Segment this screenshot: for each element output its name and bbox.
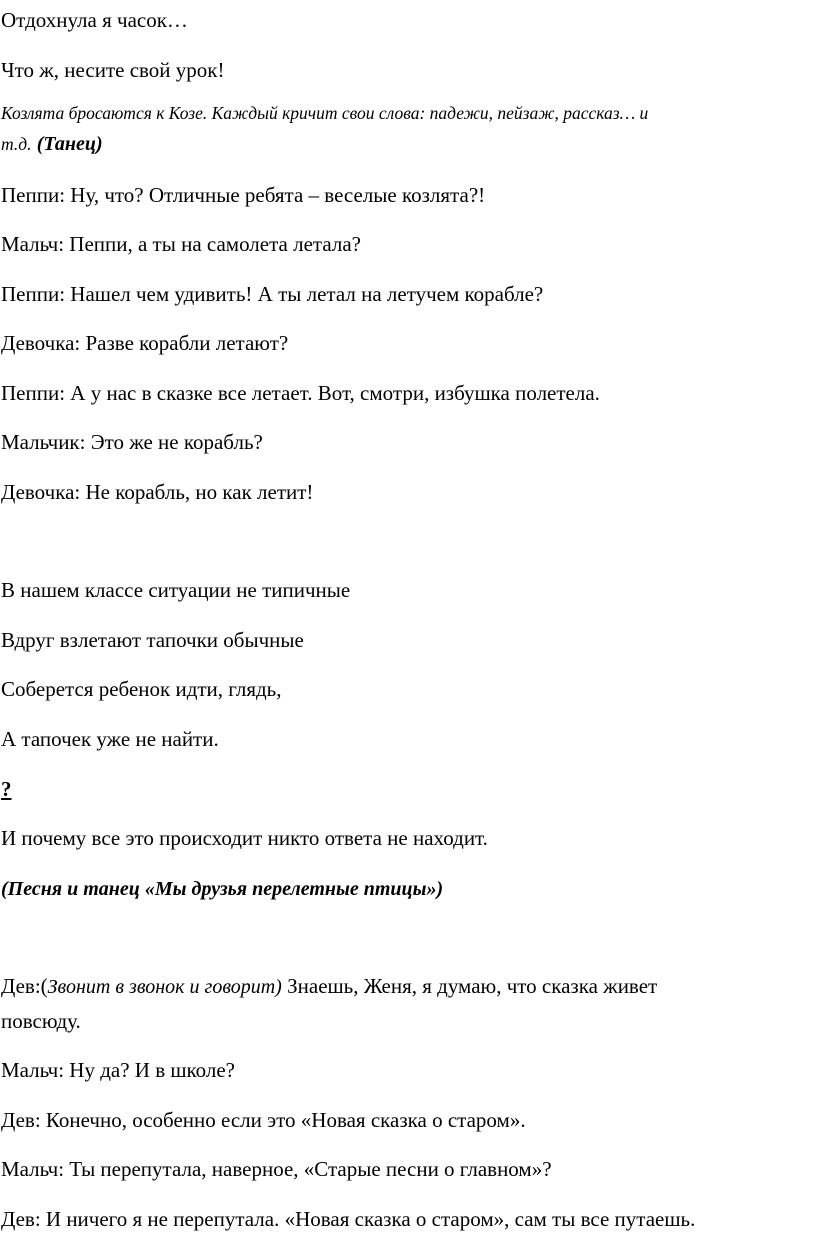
dialogue-line: Пеппи: А у нас в сказке все летает. Вот, смотри, избушка полетела.	[1, 381, 600, 405]
dialogue-line: Дев: И ничего я не перепутала. «Новая сказка о старом», сам ты все путаешь.	[1, 1207, 696, 1231]
dialogue-line: Девочка: Не корабль, но как летит!	[1, 480, 314, 504]
dialogue-line: Мальч: Ну да? И в школе?	[1, 1058, 236, 1082]
dialogue-line	[1, 973, 657, 1000]
question-mark: ?	[1, 777, 12, 801]
stage-direction-line	[1, 130, 103, 157]
stage-direction-bold: (Танец)	[36, 133, 103, 155]
speaker-label: Дев:(	[1, 974, 48, 998]
dialogue-text: Знаешь, Женя, я думаю, что сказка живет	[281, 974, 658, 998]
dialogue-line: Пеппи: Ну, что? Отличные ребята – веселые козлята?!	[1, 183, 486, 207]
dialogue-line: Мальч: Пеппи, а ты на самолета летала?	[1, 232, 361, 256]
dialogue-line: Девочка: Разве корабли летают?	[1, 331, 289, 355]
stage-direction-bold: (Песня и танец «Мы друзья перелетные птицы»)	[1, 878, 444, 900]
dialogue-line: Дев: Конечно, особенно если это «Новая сказка о старом».	[1, 1108, 526, 1132]
text-line: Что ж, несите свой урок!	[1, 58, 225, 82]
verse-line: Соберется ребенок идти, глядь,	[1, 677, 282, 701]
stage-direction: Козлята бросаются к Козе. Каждый кричит свои слова: падежи, пейзаж, рассказ… и	[1, 103, 649, 123]
verse-line: Вдруг взлетают тапочки обычные	[1, 628, 304, 652]
dialogue-line: повсюду.	[1, 1009, 81, 1033]
dialogue-line: Пеппи: Нашел чем удивить! А ты летал на летучем корабле?	[1, 282, 544, 306]
dialogue-line: Мальч: Ты перепутала, наверное, «Старые песни о главном»?	[1, 1157, 552, 1181]
verse-line: И почему все это происходит никто ответа не находит.	[1, 826, 488, 850]
stage-direction: Звонит в звонок и говорит)	[47, 976, 282, 998]
text-line: Отдохнула я часок…	[1, 8, 188, 32]
stage-direction: т.д.	[1, 134, 32, 154]
dialogue-line: Мальчик: Это же не корабль?	[1, 430, 263, 454]
verse-line: А тапочек уже не найти.	[1, 727, 219, 751]
verse-line: В нашем классе ситуации не типичные	[1, 578, 351, 602]
